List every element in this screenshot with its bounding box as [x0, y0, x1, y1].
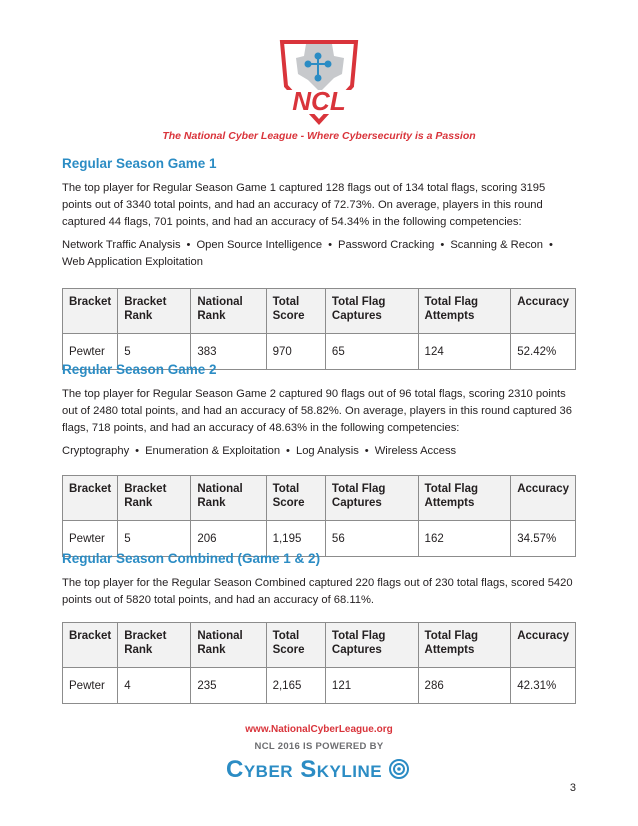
col-flag-attempts: Total Flag Attempts — [418, 289, 511, 334]
col-bracket-rank: Bracket Rank — [118, 476, 191, 521]
table-row — [63, 668, 576, 704]
table-header-row — [63, 289, 576, 334]
col-total-score: Total Score — [266, 623, 325, 668]
col-total-score: Total Score — [266, 476, 325, 521]
results-table — [62, 288, 576, 370]
results-table — [62, 475, 576, 557]
table-header-row — [63, 476, 576, 521]
section-title: Regular Season Combined (Game 1 & 2) — [62, 551, 321, 566]
tagline: The National Cyber League - Where Cybersecurity is a Passion — [162, 130, 476, 142]
col-flag-attempts: Total Flag Attempts — [418, 623, 511, 668]
col-bracket: Bracket — [63, 623, 118, 668]
cyber-skyline-wordmark: Cyber Skyline — [226, 756, 383, 783]
competency: Web Application Exploitation — [62, 256, 203, 268]
cell-flag-attempts: 124 — [418, 334, 511, 370]
col-flag-attempts: Total Flag Attempts — [418, 476, 511, 521]
cell-bracket: Pewter — [63, 521, 118, 557]
col-flag-captures: Total Flag Captures — [325, 476, 418, 521]
cell-national-rank: 383 — [191, 334, 266, 370]
competency: Log Analysis — [295, 445, 359, 457]
cell-bracket-rank: 5 — [118, 334, 191, 370]
table-header-row — [63, 623, 576, 668]
cell-flag-captures: 56 — [325, 521, 418, 557]
competency-list: Cryptography • Enumeration & Exploitation • Log Analysis • Wireless Access — [62, 445, 457, 457]
ncl-logo-text: NCL — [292, 86, 346, 116]
col-flag-captures: Total Flag Captures — [325, 623, 418, 668]
footer-powered-by: NCL 2016 IS POWERED BY — [254, 741, 384, 752]
cell-bracket: Pewter — [63, 668, 118, 704]
cell-bracket: Pewter — [63, 334, 118, 370]
section-combined — [62, 551, 576, 704]
col-flag-captures: Total Flag Captures — [325, 289, 418, 334]
cell-national-rank: 206 — [191, 521, 266, 557]
section-paragraph: The top player for the Regular Season Combined captured 220 flags out of 230 total flags, scored 5420 points out of 5820 total points, and had an accuracy of 68.11%. — [62, 577, 573, 606]
col-bracket-rank: Bracket Rank — [118, 289, 191, 334]
cell-bracket-rank: 5 — [118, 521, 191, 557]
competency-list: Network Traffic Analysis • Open Source Intelligence • Password Cracking • Scanning & Recon •Web Application Exploitation — [62, 239, 553, 268]
section-paragraph: The top player for Regular Season Game 2 captured 90 flags out of 96 total flags, scoring 2310 points out of 2480 total points, and had an accuracy of 58.82%. On average, players in this round captured 36 flags, 718 points, and had an accuracy of 48.63% in the following competencies: — [62, 388, 572, 434]
skyline-swirl-icon — [388, 758, 410, 780]
col-national-rank: National Rank — [191, 623, 266, 668]
cell-flag-captures: 65 — [325, 334, 418, 370]
col-national-rank: National Rank — [191, 289, 266, 334]
col-bracket: Bracket — [63, 289, 118, 334]
cell-bracket-rank: 4 — [118, 668, 191, 704]
col-total-score: Total Score — [266, 289, 325, 334]
cell-flag-captures: 121 — [325, 668, 418, 704]
competency: Open Source Intelligence — [196, 239, 323, 251]
col-accuracy: Accuracy — [511, 289, 576, 334]
cell-accuracy: 52.42% — [511, 334, 576, 370]
section-title: Regular Season Game 1 — [62, 156, 217, 171]
ncl-logo — [268, 34, 370, 126]
section-paragraph: The top player for Regular Season Game 1 captured 128 flags out of 134 total flags, scoring 3195 points out of 3340 total points, and had an accuracy of 72.73%. On average, players in this round captured 44 flags, 701 points, and had an accuracy of 54.34% in the following competencies: — [62, 182, 546, 228]
page-number: 3 — [569, 782, 576, 794]
cyber-skyline-logo — [226, 754, 412, 784]
footer-url-link[interactable]: www.NationalCyberLeague.org — [245, 724, 393, 735]
cell-total-score: 2,165 — [266, 668, 325, 704]
competency: Wireless Access — [374, 445, 457, 457]
competency: Password Cracking — [338, 239, 435, 251]
section-game-1 — [62, 156, 576, 370]
col-national-rank: National Rank — [191, 476, 266, 521]
competency: Cryptography — [62, 445, 130, 457]
section-title: Regular Season Game 2 — [62, 362, 217, 377]
competency: Network Traffic Analysis — [62, 239, 181, 251]
cell-total-score: 1,195 — [266, 521, 325, 557]
competency: Enumeration & Exploitation — [145, 445, 281, 457]
competency: Scanning & Recon — [450, 239, 543, 251]
col-bracket: Bracket — [63, 476, 118, 521]
cell-flag-attempts: 286 — [418, 668, 511, 704]
cell-flag-attempts: 162 — [418, 521, 511, 557]
results-table — [62, 622, 576, 704]
col-accuracy: Accuracy — [511, 623, 576, 668]
cell-total-score: 970 — [266, 334, 325, 370]
col-bracket-rank: Bracket Rank — [118, 623, 191, 668]
section-game-2 — [62, 362, 576, 557]
cell-accuracy: 34.57% — [511, 521, 576, 557]
cell-national-rank: 235 — [191, 668, 266, 704]
cell-accuracy: 42.31% — [511, 668, 576, 704]
col-accuracy: Accuracy — [511, 476, 576, 521]
